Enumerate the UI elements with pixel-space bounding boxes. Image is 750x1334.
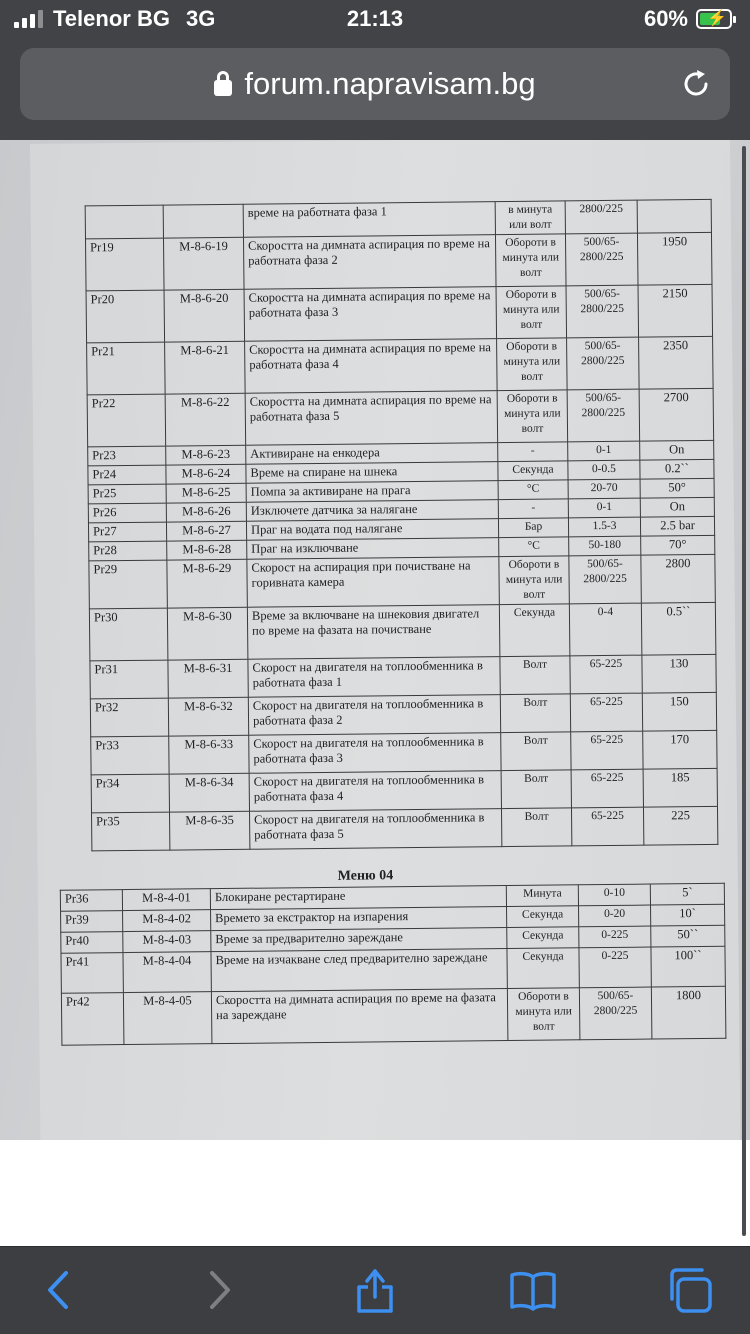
table-row [91,730,717,775]
cell-range: 0-1 [568,441,640,461]
cell-unit: Обороти в минута или волт [499,556,569,605]
cell-desc: Скорост на двигателя на топлообменника в работната фаза 1 [248,657,500,698]
cell-id: Pr26 [88,503,166,523]
cell-id: Pr33 [91,736,169,775]
cell-id: Pr30 [89,608,168,661]
table-row [61,946,725,993]
cell-unit: Обороти в минута или волт [495,234,566,287]
cell-range: 500/65-2800/225 [569,555,641,604]
cell-desc: Скоростта на димната аспирация по време на фазата на зареждане [211,989,508,1044]
cell-range: 2800/225 [565,200,637,234]
cell-unit: Волт [500,694,570,733]
cell-code: M-8-6-35 [170,811,250,850]
table-row [89,554,715,609]
web-content[interactable] [0,140,750,1246]
cell-desc: Праг на изключване [247,538,499,560]
cell-unit: Секунда [498,461,568,481]
cell-unit: °C [498,480,568,500]
cell-id: Pr32 [90,698,168,737]
cell-unit: Минута [506,885,578,907]
cell-code: M-8-4-03 [123,931,211,953]
table-row [91,768,717,813]
table-row [92,806,718,851]
cell-value: 2800 [641,554,715,603]
cell-value: 50° [640,478,714,498]
cell-code: M-8-6-24 [166,464,246,484]
cell-id: Pr42 [61,993,124,1046]
cell-value: On [640,440,714,460]
cell-id: Pr27 [88,522,166,542]
lock-icon [214,80,232,96]
cell-range: 500/65-2800/225 [567,337,640,390]
cell-id: Pr41 [61,953,123,994]
cell-id: Pr19 [85,238,164,291]
cell-code: M-8-6-21 [165,341,246,394]
cell-id: Pr29 [89,560,167,609]
tabs-icon[interactable] [666,1265,716,1315]
cell-id: Pr35 [92,812,170,851]
browser-toolbar [0,1246,750,1334]
battery-icon: ⚡ [696,9,732,29]
url-text: forum.napravisam.bg [244,66,536,101]
cell-code: M-8-6-27 [166,521,246,541]
paper-sheet [30,140,741,1140]
cell-range: 50-180 [569,536,641,556]
cell-desc: Скоростта на димната аспирация по време на работната фаза 5 [245,391,498,446]
cell-code: M-8-6-23 [166,445,246,465]
cell-code: M-8-6-28 [167,540,247,560]
cell-code: M-8-6-34 [169,773,249,812]
cell-id: Pr28 [89,541,167,561]
cell-value: 130 [642,654,716,693]
cell-unit: Секунда [507,906,579,928]
cell-id: Pr25 [88,484,166,504]
cell-code: M-8-6-20 [164,289,245,342]
cell-desc: Време за предварително зареждане [211,928,507,952]
cell-desc: Скорост на аспирация при почистване на горивната камера [247,557,499,608]
cell-range: 0-10 [578,884,650,906]
cell-desc: Помпа за активиране на прага [246,481,498,503]
cell-code [163,204,243,238]
cell-desc: Скоростта на димната аспирация по време на работната фаза 3 [244,287,497,342]
cell-id: Pr34 [91,774,169,813]
cell-range: 65-225 [571,807,643,846]
cell-unit: Обороти в минута или волт [497,338,568,391]
cell-value: 170 [643,730,717,769]
cell-value: 2.5 bar [640,516,714,536]
cell-range: 500/65-2800/225 [579,987,652,1040]
menu-title: Меню 04 [337,868,394,884]
table-row [86,284,713,343]
cell-value: 10` [651,904,725,926]
cell-range: 0-20 [579,905,651,927]
document-photo [0,140,750,1140]
table-row [89,602,716,661]
cell-range: 0-225 [579,926,651,948]
share-icon[interactable] [350,1265,400,1315]
cell-unit: Секунда [507,948,579,989]
cell-unit: Бар [498,518,568,538]
cell-unit: - [498,442,568,462]
cell-range: 65-225 [571,769,643,808]
forward-icon[interactable] [194,1265,244,1315]
cell-unit: - [498,499,568,519]
cell-range: 500/65-2800/225 [567,389,640,442]
cell-desc: време на работната фаза 1 [243,202,495,238]
browser-header [0,40,750,140]
cell-desc: Времето за екстрактор на изпарения [211,907,507,931]
cell-range: 500/65-2800/225 [566,285,639,338]
cell-value: 2350 [639,336,714,389]
table-row [90,692,716,737]
menu04-table [60,883,727,1046]
cell-range: 0-225 [579,947,651,988]
cell-code: M-8-6-25 [166,483,246,503]
scrollbar[interactable] [742,146,746,1236]
cell-range: 0-0.5 [568,460,640,480]
cell-value: 2700 [639,388,714,441]
cell-code: M-8-4-01 [122,889,210,911]
cell-unit: °C [499,537,569,557]
cell-id: Pr23 [88,446,166,466]
table-row [61,986,726,1045]
address-text-container [20,66,730,102]
bookmarks-icon[interactable] [508,1265,558,1315]
cell-unit: Секунда [499,604,570,657]
cell-id: Pr31 [90,660,168,699]
cell-code: M-8-6-22 [165,393,246,446]
cell-value [637,199,711,233]
table-row [90,654,716,699]
cell-value: 1800 [651,986,726,1039]
cell-code: M-8-6-31 [168,659,248,698]
cell-code: M-8-6-26 [166,502,246,522]
cell-id: Pr24 [88,465,166,485]
cell-range: 65-225 [570,693,642,732]
cell-desc: Блокиране рестартиране [210,886,506,910]
cell-desc: Изключете датчика за налягане [246,500,498,522]
cell-value: 0.5`` [641,602,716,655]
clock: 21:13 [346,6,404,31]
status-right [644,6,732,32]
carrier-label: Telenor BG [53,6,170,31]
cell-value: 0.2`` [640,459,714,479]
cell-value: 185 [643,768,717,807]
cell-value: 100`` [651,946,725,987]
cell-range: 65-225 [571,731,643,770]
cell-unit: в минута или волт [495,201,565,235]
cell-unit: Обороти в минута или волт [496,286,567,339]
cell-code: M-8-4-02 [123,910,211,932]
cell-range: 20-70 [568,479,640,499]
cell-unit: Обороти в минута или волт [497,390,568,443]
cell-desc: Скорост на двигателя на топлообменника в работната фаза 5 [249,809,501,850]
cell-code: M-8-6-19 [163,237,244,290]
cell-id: Pr20 [86,290,165,343]
cell-value: On [640,497,714,517]
cell-code: M-8-6-30 [167,607,248,660]
cell-code: M-8-4-05 [123,992,212,1045]
cell-id: Pr22 [87,394,166,447]
parameters-table [85,199,719,852]
cell-desc: Скоростта на димната аспирация по време на работната фаза 4 [245,339,498,394]
address-bar[interactable] [20,48,730,120]
cell-value: 1950 [637,232,712,285]
cell-range: 500/65-2800/225 [565,233,638,286]
cell-desc: Време на спиране на шнека [246,462,498,484]
cell-desc: Праг на водата под налягане [246,519,498,541]
cell-range: 65-225 [570,655,642,694]
network-type: 3G [185,6,216,31]
cell-code: M-8-6-32 [168,697,248,736]
cell-unit: Волт [501,770,571,809]
cell-desc: Активиране на енкодера [246,443,498,465]
cell-code: M-8-4-04 [123,952,211,993]
cell-desc: Скорост на двигателя на топлообменника в работната фаза 2 [248,695,500,736]
cell-code: M-8-6-29 [167,559,247,608]
status-bar [0,0,750,40]
cell-id: Pr39 [61,911,123,933]
cell-value: 150 [642,692,716,731]
cell-desc: Време на изчакване след предварително зареждане [211,949,507,992]
cell-desc: Време за включване на шнековия двигател по време на фазата на почистване [247,605,500,660]
cell-id: Pr21 [87,342,166,395]
cell-desc: Скорост на двигателя на топлообменника в работната фаза 4 [249,771,501,812]
cell-code: M-8-6-33 [169,735,249,774]
cell-value: 50`` [651,925,725,947]
cell-desc: Скоростта на димната аспирация по време на работната фаза 2 [243,235,496,290]
cell-id: Pr40 [61,932,123,954]
cell-unit: Секунда [507,927,579,949]
cell-unit: Обороти в минута или волт [507,988,580,1041]
cell-range: 0-4 [569,603,642,656]
cell-range: 1.5-3 [568,517,640,537]
cell-id: Pr36 [60,890,122,912]
battery-percent: 60% [643,6,688,31]
cell-desc: Скорост на двигателя на топлообменника в работната фаза 3 [249,733,501,774]
cell-id [85,205,163,239]
cell-value: 5` [650,883,724,905]
cell-unit: Волт [501,732,571,771]
cell-range: 0-1 [568,498,640,518]
cell-value: 2150 [638,284,713,337]
reload-icon[interactable] [680,68,712,100]
cell-value: 225 [643,806,717,845]
cell-unit: Волт [500,656,570,695]
table-row [87,336,714,395]
table-row [85,232,712,291]
back-icon[interactable] [34,1265,84,1315]
cell-unit: Волт [501,808,571,847]
cell-value: 70° [641,535,715,555]
table-row [87,388,714,447]
